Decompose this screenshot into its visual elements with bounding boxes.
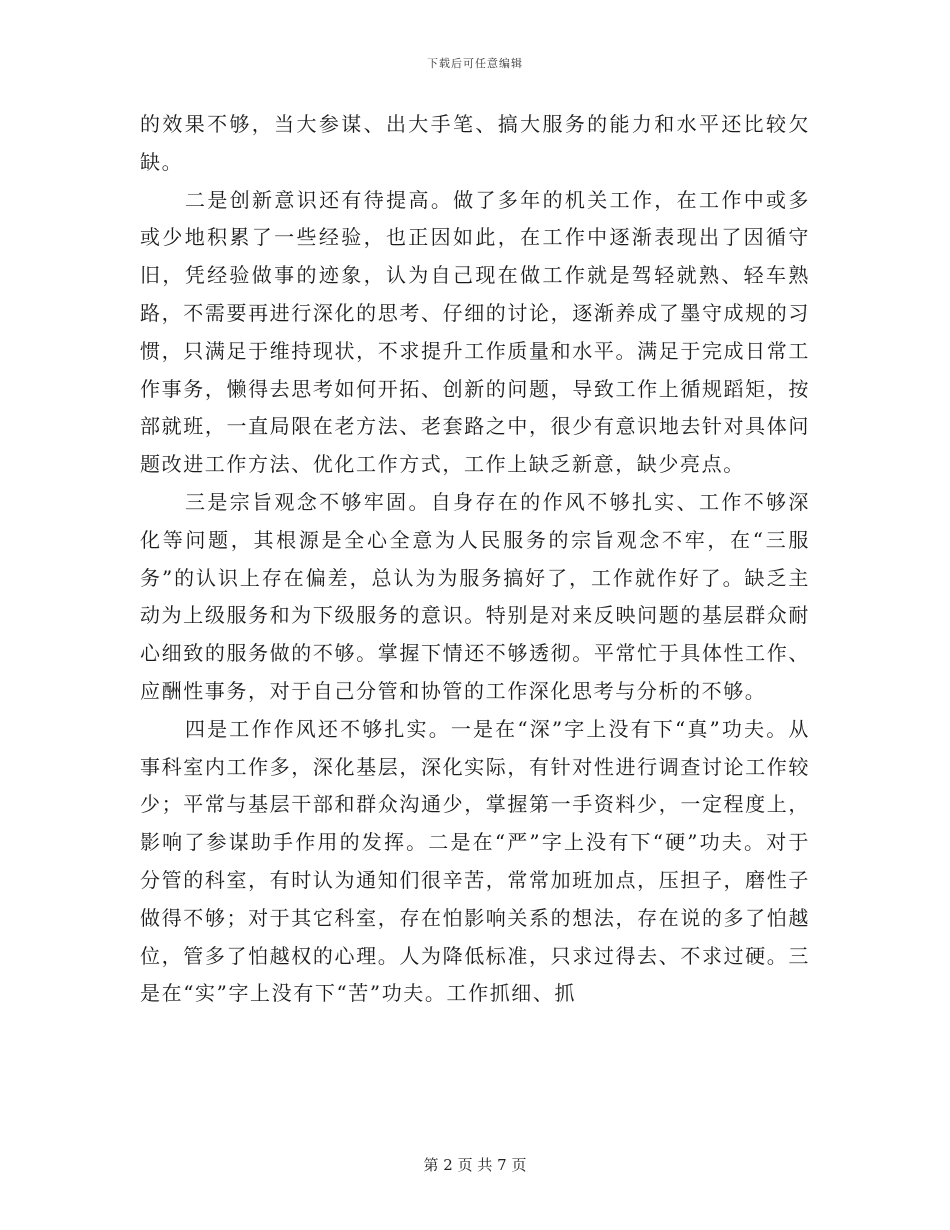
paragraph-innovation: 二是创新意识还有待提高。做了多年的机关工作，在工作中或多或少地积累了一些经验，也正因如此，在工作中逐渐表现出了因循守旧，凭经验做事的迹象，认为自己现在做工作就是驾轻就熟、轻车熟路，不需要再进行深化的思考、仔细的讨论，逐渐养成了墨守成规的习惯，只满足于维持现状，不求提升工作质量和水平。满足于完成日常工作事务，懒得去思考如何开拓、创新的问题，导致工作上循规蹈矩，按部就班，一直局限在老方法、老套路之中，很少有意识地去针对具体问题改进工作方法、优化工作方式，工作上缺乏新意，缺少亮点。 [140,187,810,477]
page-number: 第 2 页 共 7 页 [423,1156,527,1174]
paragraph-work-style: 四是工作作风还不够扎实。一是在“深”字上没有下“真”功夫。从事科室内工作多，深化基层，深化实际，有针对性进行调查讨论工作较少；平常与基层干部和群众沟通少，掌握第一手资料少，一定程度上，影响了参谋助手作用的发挥。二是在“严”字上没有下“硬”功夫。对于分管的科室，有时认为通知们很辛苦，常常加班加点，压担子，磨性子做得不够；对于其它科室，存在怕影响关系的想法，存在说的多了怕越位，管多了怕越权的心理。人为降低标准，只求过得去、不求过硬。三是在“实”字上没有下“苦”功夫。工作抓细、抓 [140,716,810,1006]
paragraph-continuation: 的效果不够，当大参谋、出大手笔、搞大服务的能力和水平还比较欠缺。 [140,112,810,174]
paragraph-purpose: 三是宗旨观念不够牢固。自身存在的作风不够扎实、工作不够深化等问题，其根源是全心全意为人民服务的宗旨观念不牢，在“三服务”的认识上存在偏差，总认为为服务搞好了，工作就作好了。缺乏主动为上级服务和为下级服务的意识。特别是对来反映问题的基层群众耐心细致的服务做的不够。掌握下情还不够透彻。平常忙于具体性工作、应酬性事务，对于自己分管和协管的工作深化思考与分析的不够。 [140,489,810,703]
page-header: 下载后可任意编辑 [427,57,523,70]
document-body [140,106,810,1013]
